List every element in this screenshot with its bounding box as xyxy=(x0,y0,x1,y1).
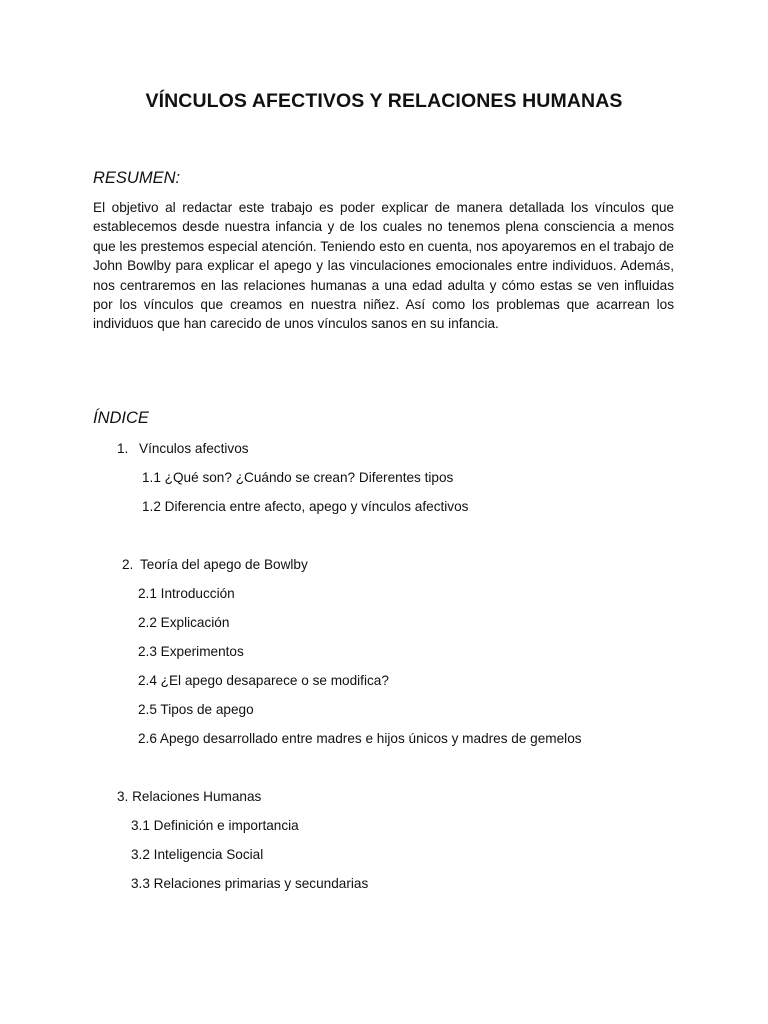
indice-heading: ÍNDICE xyxy=(93,409,149,427)
toc-item: 3.1 Definición e importancia xyxy=(131,818,299,833)
toc-section-3: 3. Relaciones Humanas xyxy=(117,789,262,804)
toc-section-label: Teoría del apego de Bowlby xyxy=(140,557,308,572)
resumen-heading: RESUMEN: xyxy=(93,169,181,187)
toc-item: 3.3 Relaciones primarias y secundarias xyxy=(131,876,369,891)
toc-item: 2.5 Tipos de apego xyxy=(138,702,254,717)
toc-section-number: 1. xyxy=(117,441,129,456)
toc-item: 2.2 Explicación xyxy=(138,615,230,630)
toc-item: 2.6 Apego desarrollado entre madres e hijos únicos y madres de gemelos xyxy=(138,731,582,746)
resumen-text: El objetivo al redactar este trabajo es poder explicar de manera detallada los vínculos que establecemos desde nuestra infancia y de los cuales no tenemos plena consciencia a menos que les prestemos especial atención. Teniendo esto en cuenta, nos apoyaremos en el trabajo de John Bowlby para explicar el apego y las vinculaciones emocionales entre individuos. Además, nos centraremos en las relaciones humanas a una edad adulta y cómo estas se ven influidas por los vínculos que creamos en nuestra niñez. Así como los problemas que acarrean los individuos que han carecido de unos vínculos sanos en su infancia. xyxy=(93,200,674,332)
toc-item: 2.1 Introducción xyxy=(138,586,235,601)
toc-item: 2.4 ¿El apego desaparece o se modifica? xyxy=(138,673,389,688)
toc-item: 2.3 Experimentos xyxy=(138,644,244,659)
toc-item: 1.2 Diferencia entre afecto, apego y vínculos afectivos xyxy=(142,499,469,514)
toc-item: 3.2 Inteligencia Social xyxy=(131,847,264,862)
toc-item: 1.1 ¿Qué son? ¿Cuándo se crean? Diferentes tipos xyxy=(142,470,454,485)
toc-section-number: 2. xyxy=(122,557,134,572)
toc-section-1 xyxy=(117,441,249,456)
document-title: VÍNCULOS AFECTIVOS Y RELACIONES HUMANAS xyxy=(145,90,623,112)
toc-section-2 xyxy=(122,557,308,572)
toc-section-label: Vínculos afectivos xyxy=(139,441,249,456)
